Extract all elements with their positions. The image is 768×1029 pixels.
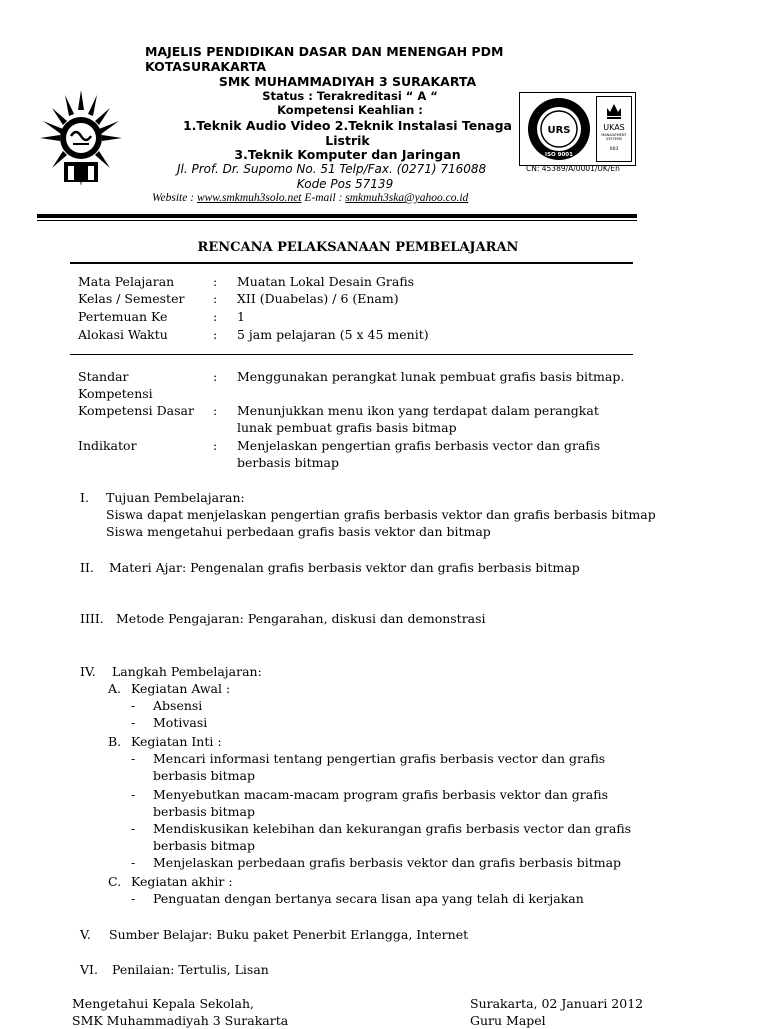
info-colon: : — [213, 274, 218, 289]
ukas-badge — [596, 96, 632, 162]
list-item: Mencari informasi tentang pengertian grafis berbasis vector dan grafis berbasis bitmap — [153, 751, 606, 783]
urs-label: URS — [547, 125, 571, 136]
document-title: RENCANA PELAKSANAAN PEMBELAJARAN — [197, 240, 519, 255]
section-text: Materi Ajar: Pengenalan grafis berbasis vektor dan grafis berbasis bitmap — [109, 560, 580, 575]
kompetensi-title: Kompetensi Keahlian : — [277, 103, 423, 117]
signature-left-line2: SMK Muhammadiyah 3 Surakarta — [72, 1013, 289, 1028]
iso-label: ISO 9001 — [545, 152, 573, 158]
sub-title: Kegiatan akhir : — [131, 874, 233, 889]
ukas-number: 003 — [609, 147, 619, 152]
section-text: Siswa mengetahui perbedaan grafis basis vektor dan bitmap — [106, 524, 491, 539]
sub-title: Kegiatan Awal : — [131, 681, 231, 696]
info-rule — [70, 354, 633, 355]
info-value: 5 jam pelajaran (5 x 45 menit) — [237, 327, 429, 342]
postcode: Kode Pos 57139 — [296, 177, 394, 191]
list-item: Menyebutkan macam-macam program grafis berbasis vektor dan grafis berbasis bitmap — [153, 787, 608, 819]
section-number: VI. — [80, 962, 98, 977]
section-number: IIII. — [80, 611, 104, 626]
competency-value: Menunjukkan menu ikon yang terdapat dalam perangkat lunak pembuat grafis basis bitmap — [237, 403, 599, 435]
school-address: Jl. Prof. Dr. Supomo No. 51 Telp/Fax. (0271) 716088 — [177, 162, 487, 176]
website-link[interactable]: www.smkmuh3solo.net — [196, 192, 302, 204]
dash: - — [131, 787, 136, 802]
competency-colon: : — [213, 438, 218, 453]
list-item: Penguatan dengan bertanya secara lisan apa yang telah di kerjakan — [153, 891, 584, 906]
signature-left-line1: Mengetahui Kepala Sekolah, — [72, 996, 255, 1011]
crown-icon — [605, 100, 623, 120]
section-text: Penilaian: Tertulis, Lisan — [112, 962, 269, 977]
email-label: E-mail : — [304, 192, 343, 204]
competency-key: Indikator — [78, 438, 137, 453]
list-item: Menjelaskan perbedaan grafis berbasis vektor dan grafis berbasis bitmap — [153, 855, 622, 870]
competency-value: Menjelaskan pengertian grafis berbasis vector dan grafis berbasis bitmap — [237, 438, 601, 470]
section-title: Tujuan Pembelajaran: — [106, 490, 245, 505]
info-colon: : — [213, 327, 218, 342]
ukas-sub: MANAGEMENT SYSTEMS — [601, 133, 627, 141]
email-link[interactable]: smkmuh3ska@yahoo.co.id — [345, 192, 469, 204]
dash: - — [131, 751, 136, 766]
list-item: Motivasi — [153, 715, 208, 730]
competency-colon: : — [213, 403, 218, 418]
signature-right-line2: Guru Mapel — [470, 1013, 546, 1028]
muhammadiyah-logo-icon — [38, 88, 124, 188]
section-text: Metode Pengajaran: Pengarahan, diskusi dan demonstrasi — [116, 611, 486, 626]
competency-colon: : — [213, 369, 218, 384]
kompetensi-line3: 3.Teknik Komputer dan Jaringan — [234, 147, 461, 162]
section-number: V. — [80, 927, 91, 942]
section-number: I. — [80, 490, 89, 505]
ukas-label: UKAS — [603, 123, 625, 132]
info-key: Alokasi Waktu — [78, 327, 168, 342]
urs-seal-icon — [526, 96, 592, 162]
kompetensi-line1: 1.Teknik Audio Video 2.Teknik Instalasi Tenaga — [182, 118, 512, 133]
header-rule-thick — [37, 214, 637, 218]
section-text: Siswa dapat menjelaskan pengertian grafis berbasis vektor dan grafis berbasis bitmap — [106, 507, 656, 522]
signature-right-line1: Surakarta, 02 Januari 2012 — [470, 996, 644, 1011]
accreditation-status: Status : Terakreditasi “ A “ — [262, 89, 438, 103]
header-rule-thin — [37, 220, 637, 221]
info-value: 1 — [237, 309, 245, 324]
dash: - — [131, 698, 136, 713]
info-colon: : — [213, 291, 218, 306]
info-key: Mata Pelajaran — [78, 274, 175, 289]
title-rule — [70, 262, 633, 264]
info-key: Kelas / Semester — [78, 291, 185, 306]
dash: - — [131, 891, 136, 906]
dash: - — [131, 855, 136, 870]
school-name: SMK MUHAMMADIYAH 3 SURAKARTA — [218, 74, 477, 89]
sub-title: Kegiatan Inti : — [131, 734, 222, 749]
section-title: Langkah Pembelajaran: — [112, 664, 262, 679]
certification-box — [519, 92, 636, 166]
list-item: Absensi — [153, 698, 203, 713]
list-item: Mendiskusikan kelebihan dan kekurangan grafis berbasis vector dan grafis berbasis bitmap — [153, 821, 632, 853]
info-key: Pertemuan Ke — [78, 309, 168, 324]
competency-value: Menggunakan perangkat lunak pembuat grafis basis bitmap. — [237, 369, 625, 384]
sub-label: B. — [108, 734, 122, 749]
org-name-line1: MAJELIS PENDIDIKAN DASAR DAN MENENGAH PDM — [145, 44, 504, 59]
info-colon: : — [213, 309, 218, 324]
section-number: IV. — [80, 664, 96, 679]
contact-line — [152, 192, 468, 204]
dash: - — [131, 821, 136, 836]
dash: - — [131, 715, 136, 730]
sub-label: A. — [108, 681, 122, 696]
website-label: Website : — [152, 192, 195, 204]
kompetensi-line2: Listrik — [325, 133, 370, 148]
info-value: Muatan Lokal Desain Grafis — [237, 274, 415, 289]
competency-key: Standar Kompetensi — [78, 369, 153, 401]
section-text: Sumber Belajar: Buku paket Penerbit Erlangga, Internet — [109, 927, 469, 942]
section-number: II. — [80, 560, 94, 575]
sub-label: C. — [108, 874, 122, 889]
certificate-number: CN: 45389/A/0001/UK/En — [526, 164, 620, 173]
competency-key: Kompetensi Dasar — [78, 403, 194, 418]
info-value: XII (Duabelas) / 6 (Enam) — [237, 291, 399, 306]
org-name-line2: KOTASURAKARTA — [145, 59, 267, 74]
